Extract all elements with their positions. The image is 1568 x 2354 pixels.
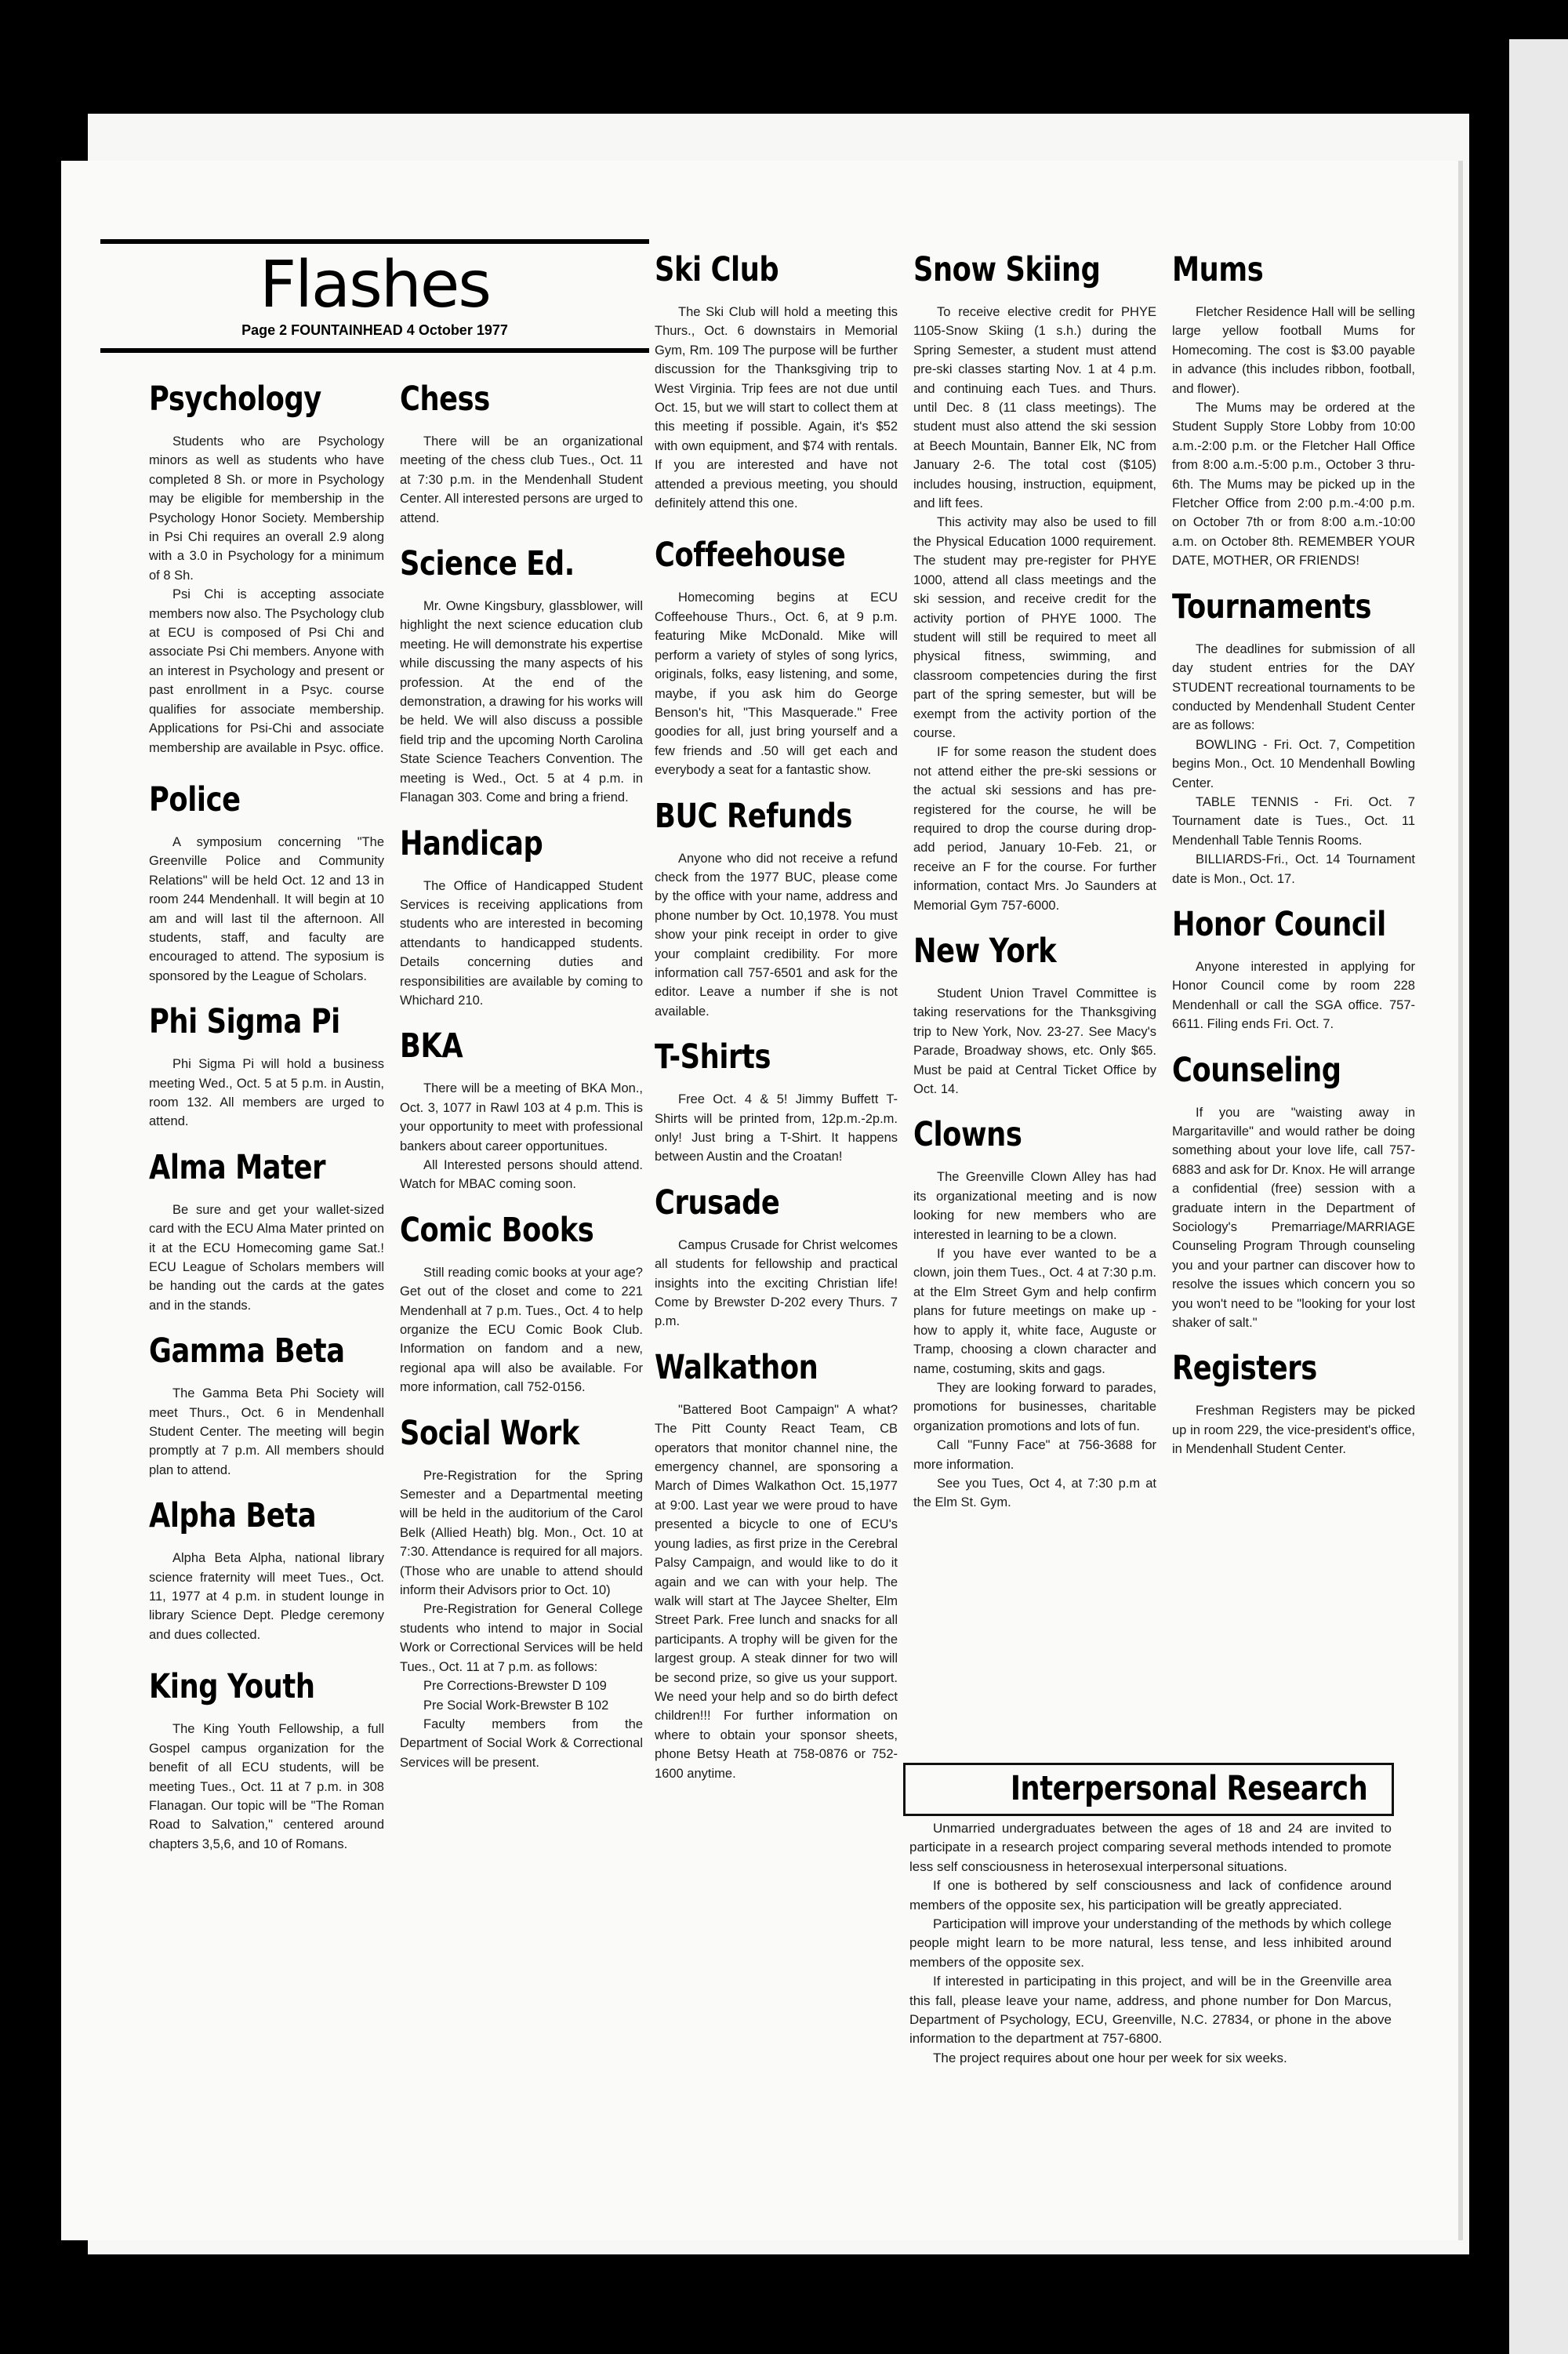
snow-skiing-paragraph: To receive elective credit for PHYE 1105-Snow Skiing (1 s.h.) during the Spring Semester, a student must attend pre-ski classes starting Nov. 1 at 4 p.m. and continuing each Tues. and Thurs. until Dec. 8 (11 class meetings). The student must also attend the ski session at Beech Mountain, Banner Elk, NC from January 2-6. The total cost ($105) includes housing, instruction, equipment, and lift fees. (913, 305, 1156, 511)
police-paragraph: A symposium concerning "The Greenville Police and Community Relations" will be held Oct. 12 and 13 in room 244 Mendenhall. It will begin at 10 am and will last til the afternoon. All students, staff, and faculty are encouraged to attend. The syposium is sponsored by the League of Scholars. (149, 834, 384, 983)
mums-paragraph: The Mums may be ordered at the Student Supply Store Lobby from 10:00 a.m.-2:00 p.m. or the Fletcher Hall Office from 8:00 a.m.-5:00 p.m., October 3 thru-6th. The Mums may be picked up in the Fletcher Office from 2:00 p.m.-4:00 p.m. on October 7th or from 8:00 a.m.-10:00 a.m. on October 8th. REMEMBER YOUR DATE, MOTHER, OR FRIENDS! (1172, 401, 1415, 569)
clowns-paragraph: If you have ever wanted to be a clown, join them Tues., Oct. 4 at 7:30 p.m. at the Elm Street Gym and help confirm plans for future meetings on make up - how to apply it, white face, Auguste or Tramp, choosing a clown character and name, costuming, skits and gags. (913, 1247, 1156, 1376)
ski-club-paragraph: The Ski Club will hold a meeting this Thurs., Oct. 6 downstairs in Memorial Gym, Rm. 109 The purpose will be further discussion for the Thanksgiving trip to West Virginia. Trip fees are not due until Oct. 15, but we will start to collect them at this meeting if possible. Again, it's $52 with own equipment, and $74 with rentals. If you are interested and have not attended a previous meeting, you should definitely attend this one. (655, 305, 898, 511)
handicap-paragraph: The Office of Handicapped Student Services is receiving applications from students who are interested in becoming attendants to handicapped students. Details concerning duties and responsibilities are available by coming to Whichard 210. (400, 878, 643, 1008)
new-york-paragraph: Student Union Travel Committee is taking reservations for the Thanksgiving trip to New York, Nov. 23-27. See Macy's Parade, Broadway shows, etc. Only $65. Must be paid at Central Ticket Office by Oct. 14. (913, 986, 1156, 1097)
chess-paragraph: There will be an organizational meeting of the chess club Tues., Oct. 11 at 7:30 p.m. in the Mendenhall Student Center. All interested persons are urged to attend. (400, 434, 643, 525)
gamma-beta-heading: Gamma Beta (149, 1331, 345, 1371)
t-shirts-heading: T-Shirts (655, 1037, 771, 1077)
social-work-paragraph: Pre-Registration for the Spring Semester and a Departmental meeting will be held in the auditorium of the Carol Belk (Allied Heath) blg. Mon., Oct. 10 at 7:30. Attendance is required for all majors. (Those who are unable to attend should inform their Advisors prior to Oct. 10) (400, 1468, 643, 1598)
honor-council-heading: Honor Council (1172, 904, 1386, 944)
chess-heading: Chess (400, 380, 490, 419)
column-3 (655, 251, 898, 1783)
masthead-title: Flashes (259, 248, 491, 322)
psychology-paragraph: Psi Chi is accepting associate members now also. The Psychology club at ECU is composed of Psi Chi and associate Psi Chi members. Anyone with an interest in Psychology and present or past enrollment in a Psyc. course qualifies for associate membership. Applications for Psi-Chi and associate membership are available in Psyc. office. (149, 587, 384, 755)
bka-paragraph: There will be a meeting of BKA Mon., Oct. 3, 1077 in Rawl 103 at 4 p.m. This is your opportunity to meet with professional bankers about career opportunitues. (400, 1081, 643, 1153)
social-work-paragraph: Pre-Registration for General College students who intend to major in Social Work or Correctional Services will be held Tues., Oct. 11 at 7 p.m. as follows: (400, 1602, 643, 1674)
snow-skiing-paragraph: IF for some reason the student does not attend either the pre-ski sessions or the actual ski sessions and has pre-registered for the course, he will be required to drop the course during drop-add period, January 10-Feb. 21, or receive an F for the course. For further information, contact Mrs. Jo Saunders at Memorial Gym 757-6000. (913, 745, 1156, 913)
t-shirts-paragraph: Free Oct. 4 & 5! Jimmy Buffett T-Shirts will be printed from, 12p.m.-2p.m. only! Just bring a T-Shirt. It happens between Austin and the Croatan! (655, 1092, 898, 1164)
clowns-heading: Clowns (913, 1115, 1022, 1155)
buc-refunds-heading: BUC Refunds (655, 796, 852, 836)
psychology-paragraph: Students who are Psychology minors as well as students who have completed 8 Sh. or more in Psychology may be eligible for membership in the Psychology Honor Society. Membership in Psi Chi requires an overall 2.9 along with a 3.0 in Psychology for a minimum of 8 Sh. (149, 434, 384, 583)
alma-mater-heading: Alma Mater (149, 1147, 326, 1187)
social-work-paragraph: Pre Social Work-Brewster B 102 (423, 1698, 609, 1713)
gamma-beta-paragraph: The Gamma Beta Phi Society will meet Thurs., Oct. 6 in Mendenhall Student Center. The meeting will begin promptly at 7 p.m. All members should plan to attend. (149, 1386, 384, 1477)
phi-sigma-pi-heading: Phi Sigma Pi (149, 1002, 340, 1042)
king-youth-paragraph: The King Youth Fellowship, a full Gospel campus organization for the benefit of all ECU students, will be meeting Tues., Oct. 11 at 7 p.m. in 308 Flanagan. Our topic will be "The Roman Road to Salvation," centered around chapters 3,5,6, and 10 of Romans. (149, 1722, 384, 1851)
comic-books-paragraph: Still reading comic books at your age? Get out of the closet and come to 221 Mendenhall at 7 p.m. Tues., Oct. 4 to help organize the ECU Comic Book Club. Information on fandom and a new, regional apa will also be available. For more information, call 752-0156. (400, 1265, 643, 1395)
phi-sigma-pi-paragraph: Phi Sigma Pi will hold a business meeting Wed., Oct. 5 at 5 p.m. in Austin, room 132. All members are urged to attend. (149, 1057, 384, 1129)
ski-club-heading: Ski Club (655, 250, 779, 289)
tournaments-paragraph: BILLIARDS-Fri., Oct. 14 Tournament date is Mon., Oct. 17. (1172, 852, 1415, 886)
registers-paragraph: Freshman Registers may be picked up in room 229, the vice-president's office, in Mendenhall Student Center. (1172, 1404, 1415, 1457)
alma-mater-paragraph: Be sure and get your wallet-sized card with the ECU Alma Mater printed on it at the ECU Homecoming game Sat.! ECU League of Scholars members will be handing out the cards at the gates and in the stands. (149, 1202, 384, 1313)
tournaments-heading: Tournaments (1172, 587, 1372, 627)
walkathon-paragraph: "Battered Boot Campaign" A what? The Pitt County React Team, CB operators that monitor channel nine, the emergency channel, are sponsoring a March of Dimes Walkathon Oct. 15,1977 at 9:00. Last year we were proud to have presented a bicycle to one of ECU's young ladies, as first prize in the Cerebral Palsy Campaign, and would like to do it again and we can with your help. The walk will start at The Jaycee Shelter, Elm Street Park. Free lunch and snacks for all participants. A trophy will be given for the largest group. A steak dinner for two will be second prize, so give us your support. We need your help and so do birth defect children!!! For further information on where to obtain your sponsor sheets, phone Betsy Heath at 758-0876 or 752-1600 anytime. (655, 1402, 898, 1781)
coffeehouse-paragraph: Homecoming begins at ECU Coffeehouse Thurs., Oct. 6, at 9 p.m. featuring Mike McDonald. Mike will perform a variety of styles of song lyrics, originals, folks, easy listening, and some, maybe, if you ask him do George Benson's hit, "This Masquerade." Free goodies for all, just bring yourself and a few friends and .50 will get each and everybody a seat for a fantastic show. (655, 590, 898, 778)
bka-heading: BKA (400, 1026, 463, 1066)
psychology-heading: Psychology (149, 380, 321, 419)
masthead (100, 239, 649, 353)
mums-heading: Mums (1172, 250, 1264, 289)
interpersonal-research-paragraph: If interested in participating in this project, and will be in the Greenville area this fall, please leave your name, address, and phone number for Don Marcus, Department of Psychology, ECU, Greenville, N.C. 27834, or phone in the above information to the department at 757-6800. (909, 1974, 1392, 2047)
counseling-paragraph: If you are "waisting away in Margaritaville" and would rather be doing something about your love life, call 757-6883 and ask for Dr. Knox. He will arrange a confidential (free) session with a graduate intern in the Department of Sociology's Premarriage/MARRIAGE Counseling Program Through counseling you and your partner can discover how to resolve the issues which concern you so you won't need to be "looking for your lost shaker of salt." (1172, 1105, 1415, 1331)
snow-skiing-heading: Snow Skiing (913, 250, 1101, 289)
alpha-beta-heading: Alpha Beta (149, 1496, 317, 1536)
interpersonal-research-body (909, 1819, 1392, 2068)
interpersonal-research-paragraph: Unmarried undergraduates between the ages of 18 and 24 are invited to participate in a research project comparing several methods intended to promote less self consciousness in heterosexual interpersonal situations. (909, 1821, 1392, 1874)
buc-refunds-paragraph: Anyone who did not receive a refund check from the 1977 BUC, please come by the office with your name, address and phone number by Oct. 10,1978. You must show your pink receipt in order to give your complaint credibility. For more information call 757-6501 and ask for the editor. Leave a number if she is not available. (655, 851, 898, 1019)
clowns-paragraph: The Greenville Clown Alley has had its organizational meeting and is now looking for new members who are interested in learning to be a clown. (913, 1170, 1156, 1242)
science-ed-heading: Science Ed. (400, 544, 575, 584)
clowns-paragraph: Call "Funny Face" at 756-3688 for more information. (913, 1438, 1156, 1472)
column-2 (400, 380, 643, 1772)
counseling-heading: Counseling (1172, 1050, 1341, 1090)
bka-paragraph: All Interested persons should attend. Watch for MBAC coming soon. (400, 1157, 643, 1192)
column-1 (149, 380, 384, 1854)
walkathon-heading: Walkathon (655, 1347, 818, 1387)
column-5 (1172, 251, 1415, 1459)
registers-heading: Registers (1172, 1349, 1317, 1389)
column-4 (913, 251, 1156, 1513)
comic-books-heading: Comic Books (400, 1210, 594, 1250)
alpha-beta-paragraph: Alpha Beta Alpha, national library science fraternity will meet Tues., Oct. 11, 1977 at 4 p.m. in student lounge in library Science Dept. Pledge ceremony and dues collected. (149, 1551, 384, 1642)
social-work-paragraph: Faculty members from the Department of Social Work & Correctional Services will be present. (400, 1716, 643, 1770)
mums-paragraph: Fletcher Residence Hall will be selling large yellow football Mums for Homecoming. The cost is $3.00 payable in advance (this includes ribbon, football, and flower). (1172, 305, 1415, 396)
masthead-bottom-rule (100, 348, 649, 353)
clowns-paragraph: They are looking forward to parades, promotions for businesses, charitable organization promotions and lots of fun. (913, 1380, 1156, 1433)
clowns-paragraph: See you Tues, Oct 4, at 7:30 p.m at the Elm St. Gym. (913, 1476, 1156, 1510)
tournaments-paragraph: The deadlines for submission of all day student entries for the DAY STUDENT recreational tournaments to be conducted by Mendenhall Student Center are as follows: (1172, 641, 1415, 733)
king-youth-heading: King Youth (149, 1667, 315, 1707)
adjacent-page-edge (1509, 39, 1568, 2354)
crusade-paragraph: Campus Crusade for Christ welcomes all students for fellowship and practical insights into the exciting Christian life! Come by Brewster D-202 every Thurs. 7 p.m. (655, 1237, 898, 1329)
tournaments-paragraph: BOWLING - Fri. Oct. 7, Competition begins Mon., Oct. 10 Mendenhall Bowling Center. (1172, 737, 1415, 790)
new-york-heading: New York (913, 932, 1057, 971)
social-work-paragraph: Pre Corrections-Brewster D 109 (423, 1679, 607, 1694)
science-ed-paragraph: Mr. Owne Kingsbury, glassblower, will highlight the next science education club meeting. He will demonstrate his expertise while discussing the many aspects of his profession. At the end of the demonstration, a drawing for his works will be held. We will also discuss a possible field trip and the upcoming North Carolina State Science Teachers Convention. The meeting is Wed., Oct. 5 at 4 p.m. in Flanagan 303. Come and bring a friend. (400, 599, 643, 805)
police-heading: Police (149, 779, 241, 819)
interpersonal-research-heading: Interpersonal Research (1010, 1769, 1368, 1808)
tournaments-paragraph: TABLE TENNIS - Fri. Oct. 7 Tournament date is Tues., Oct. 11 Mendenhall Table Tennis Rooms. (1172, 794, 1415, 848)
masthead-top-rule (100, 239, 649, 244)
masthead-subtitle: Page 2 FOUNTAINHEAD 4 October 1977 (241, 322, 508, 338)
handicap-heading: Handicap (400, 823, 543, 863)
interpersonal-research-paragraph: The project requires about one hour per week for six weeks. (933, 2050, 1287, 2065)
honor-council-paragraph: Anyone interested in applying for Honor Council come by room 228 Mendenhall or call the SGA office. 757-6611. Filing ends Fri. Oct. 7. (1172, 959, 1415, 1032)
snow-skiing-paragraph: This activity may also be used to fill the Physical Education 1000 requirement. The student may pre-register for PHYE 1000, attend all class meetings and the ski session, and receive credit for the activity portion of PHYE 1000. The student will still be required to meet all physical fitness, swimming, and classroom competencies during the first part of the spring semester, but will be exempt from the activity portion of the course. (913, 515, 1156, 740)
interpersonal-research-box (903, 1763, 1394, 1816)
interpersonal-research-paragraph: If one is bothered by self consciousness and lack of confidence around members of the opposite sex, his participation will be greatly appreciated. (909, 1878, 1392, 1913)
crusade-heading: Crusade (655, 1182, 780, 1222)
social-work-heading: Social Work (400, 1413, 579, 1453)
interpersonal-research-paragraph: Participation will improve your understanding of the methods by which college people might learn to be more natural, less tense, and less inhibited around members of the opposite sex. (909, 1916, 1392, 1970)
coffeehouse-heading: Coffeehouse (655, 536, 846, 576)
